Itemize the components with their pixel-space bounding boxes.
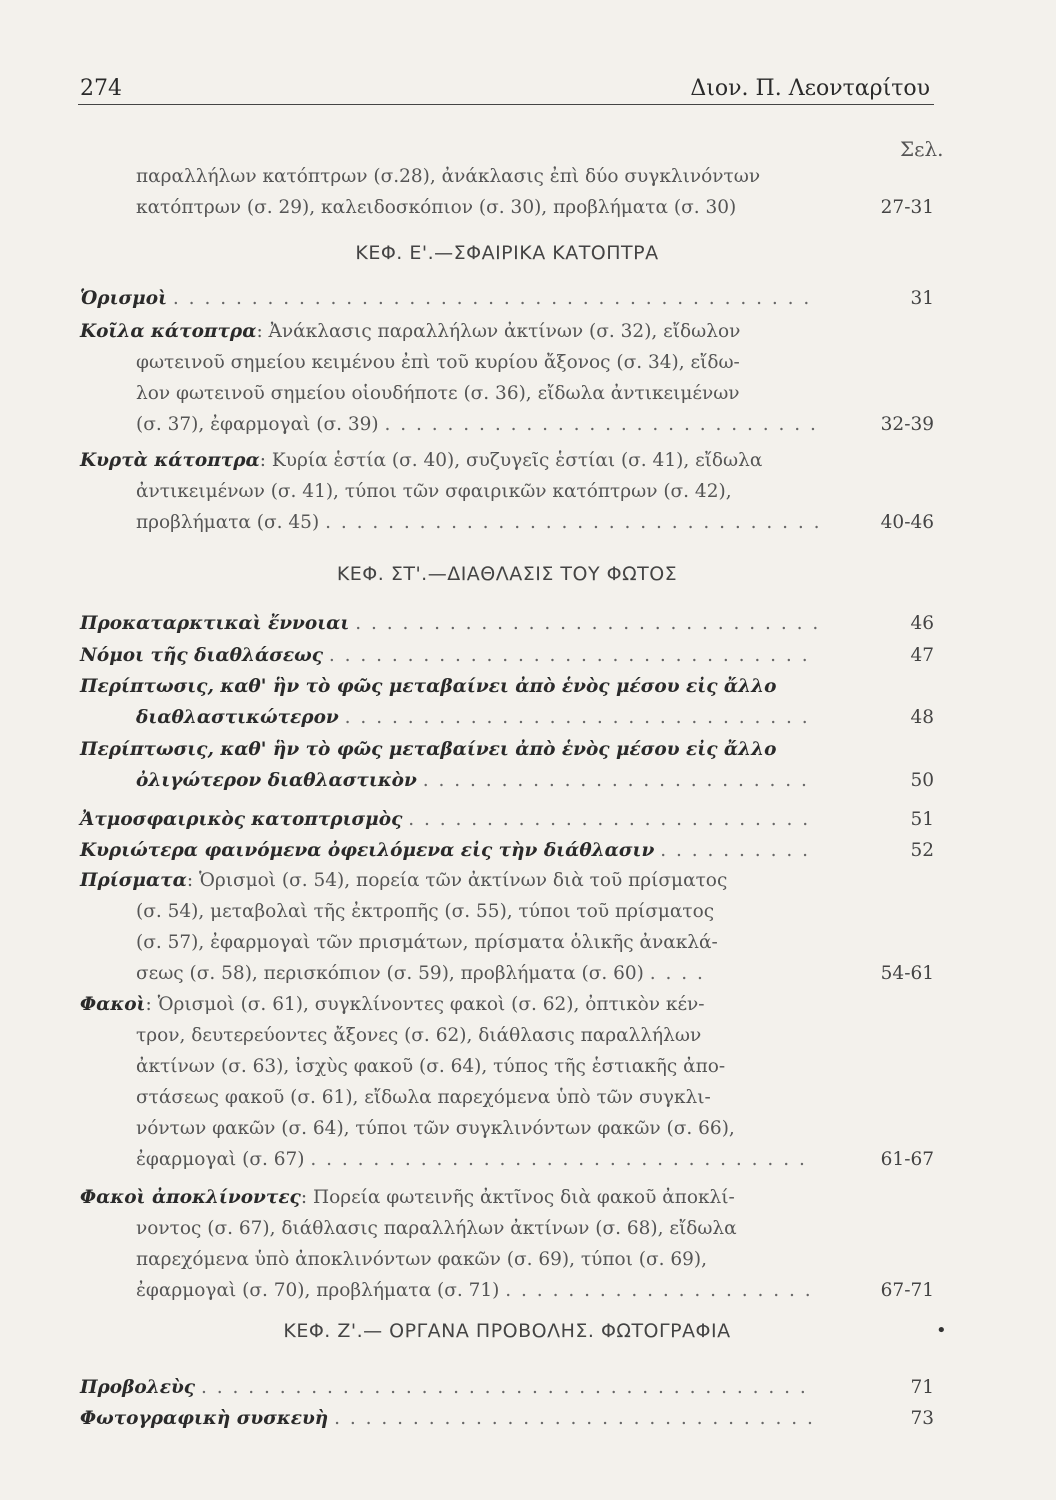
entry-page: 46 (910, 613, 934, 634)
page-column-label: Σελ. (900, 137, 944, 161)
entry-page: 51 (910, 809, 934, 830)
running-header (78, 70, 934, 105)
toc-entry-orismoi: Ὁρισμοὶ . . . . . . . . . . . . . . . . . . . . . . . . . . . . . . . . . . . . . . . . . 31 (80, 283, 934, 314)
entry-page: 31 (910, 288, 934, 309)
entry-page: 47 (910, 645, 934, 666)
toc-entry-periptosis-2: Περίπτωσις, καθ' ἣν τὸ φῶς μεταβαίνει ἀπὸ ἑνὸς μέσου εἰς ἄλλο ὀλιγώτερον διαθλαστικὸν . . . . . . . . . . . . . . . . . . . . . . . . . 50 (80, 734, 934, 796)
running-head-author: Διον. Π. Λεονταρίτου (690, 76, 930, 101)
entry-page: 67-71 (880, 1280, 934, 1301)
chapter-heading-7: ΚΕΦ. Ζ'.— ΟΡΓΑΝΑ ΠΡΟΒΟΛΗΣ. ΦΩΤΟΓΡΑΦΙΑ (283, 1320, 731, 1342)
chapter-heading-6: ΚΕΦ. ΣΤ'.—ΔΙΑΘΛΑΣΙΣ ΤΟΥ ΦΩΤΟΣ (336, 563, 678, 585)
stray-mark-icon: • (936, 1320, 947, 1341)
entry-page: 48 (910, 707, 934, 728)
entry-line: παραλλήλων κατόπτρων (σ.28), ἀνάκλασις ἐπὶ δύο συγκλινόντων (136, 166, 761, 187)
toc-entry-prismata: Πρίσματα: Ὁρισμοὶ (σ. 54), πορεία τῶν ἀκτίνων διὰ τοῦ πρίσματος (σ. 54), μεταβολαὶ τῆς ἐκτροπῆς (σ. 55), τύποι τοῦ πρίσματος (σ. 57), ἐφαρμογαὶ τῶν πρισμάτων, πρίσματα ὁλικῆς ἀνακλά- σεως (σ. 58), περισκόπιον (σ. 59), προβλήματα (σ. 60) . . . . 54-61 (80, 865, 934, 989)
entry-line: κατόπτρων (σ. 29), καλειδοσκόπιον (σ. 30), προβλήματα (σ. 30) 27-31 (80, 192, 934, 223)
page-number: 274 (80, 76, 122, 101)
toc-entry-nomoi: Νόμοι τῆς διαθλάσεως . . . . . . . . . . . . . . . . . . . . . . . . . . . . . . . 47 (80, 640, 934, 671)
toc-entry-fakoi: Φακοὶ: Ὁρισμοὶ (σ. 61), συγκλίνοντες φακοὶ (σ. 62), ὀπτικὸν κέν- τρον, δευτερεύοντες ἄξονες (σ. 62), διάθλασις παραλλήλων ἀκτίνων (σ. 63), ἰσχὺς φακοῦ (σ. 64), τύπος τῆς ἑστιακῆς ἀπο- στάσεως φακοῦ (σ. 61), εἴδωλα παρεχόμενα ὑπὸ τῶν συγκλι- νόντων φακῶν (σ. 64), τύποι τῶν συγκλινόντων φακῶν (σ. 66), ἐφαρμογαὶ (σ. 67) . . . . . . . . . . . . . . . . . . . . . . . . . . . . . . . . 61-67 (80, 989, 934, 1175)
entry-page: 73 (910, 1408, 934, 1429)
toc-entry-koila-katoptra: Κοῖλα κάτοπτρα: Ἀνάκλασις παραλλήλων ἀκτίνων (σ. 32), εἴδωλον φωτεινοῦ σημείου κειμένου ἐπὶ τοῦ κυρίου ἄξονος (σ. 34), εἴδω- λον φωτεινοῦ σημείου οἱουδήποτε (σ. 36), εἴδωλα ἀντικειμένων (σ. 37), ἐφαρμογαὶ (σ. 39) . . . . . . . . . . . . . . . . . . . . . . . . . . . . 32-39 (80, 316, 934, 440)
entry-page: 32-39 (880, 414, 934, 435)
entry-page: 54-61 (880, 963, 934, 984)
entry-page: 40-46 (880, 512, 934, 533)
entry-page: 52 (910, 840, 934, 861)
entry-page: 50 (910, 770, 934, 791)
toc-entry-kyriotera-fainomena: Κυριώτερα φαινόμενα ὀφειλόμενα εἰς τὴν διάθλασιν . . . . . . . . . . 52 (80, 835, 934, 866)
entry-page: 71 (910, 1377, 934, 1398)
toc-entry-fakoi-apoklinontes: Φακοὶ ἀποκλίνοντες: Πορεία φωτεινῆς ἀκτῖνος διὰ φακοῦ ἀποκλί- νοντος (σ. 67), διάθλασις παραλλήλων ἀκτίνων (σ. 68), εἴδωλα παρεχόμενα ὑπὸ ἀποκλινόντων φακῶν (σ. 69), τύποι (σ. 69), ἐφαρμογαὶ (σ. 70), προβλήματα (σ. 71) . . . . . . . . . . . . . . . . . . . . 67-71 (80, 1182, 934, 1306)
toc-entry-provoleus: Προβολεὺς . . . . . . . . . . . . . . . . . . . . . . . . . . . . . . . . . . . . . . . 71 (80, 1372, 934, 1403)
entry-page: 27-31 (880, 197, 934, 218)
toc-entry-kyrta-katoptra: Κυρτὰ κάτοπτρα: Κυρία ἑστία (σ. 40), συζυγεῖς ἑστίαι (σ. 41), εἴδωλα ἀντικειμένων (σ. 41), τύποι τῶν σφαιρικῶν κατόπτρων (σ. 42), προβλήματα (σ. 45) . . . . . . . . . . . . . . . . . . . . . . . . . . . . . . . . 40-46 (80, 445, 934, 538)
toc-entry-continuation (80, 161, 934, 223)
chapter-heading-5: ΚΕΦ. Ε'.—ΣΦΑΙΡΙΚΑ ΚΑΤΟΠΤΡΑ (355, 242, 659, 264)
toc-entry-atmosfairikos: Ἀτμοσφαιρικὸς κατοπτρισμὸς . . . . . . . . . . . . . . . . . . . . . . . . . . 51 (80, 804, 934, 835)
entry-page: 61-67 (880, 1149, 934, 1170)
toc-entry-periptosis-1: Περίπτωσις, καθ' ἣν τὸ φῶς μεταβαίνει ἀπὸ ἑνὸς μέσου εἰς ἄλλο διαθλαστικώτερον . . . . . . . . . . . . . . . . . . . . . . . . . . . . . . 48 (80, 671, 934, 733)
toc-entry-fotografiki-syskevi: Φωτογραφικὴ συσκευὴ . . . . . . . . . . . . . . . . . . . . . . . . . . . . . . . 73 (80, 1403, 934, 1434)
toc-entry-prokatarktikai: Προκαταρκτικαὶ ἔννοιαι . . . . . . . . . . . . . . . . . . . . . . . . . . . . . . 46 (80, 608, 934, 639)
